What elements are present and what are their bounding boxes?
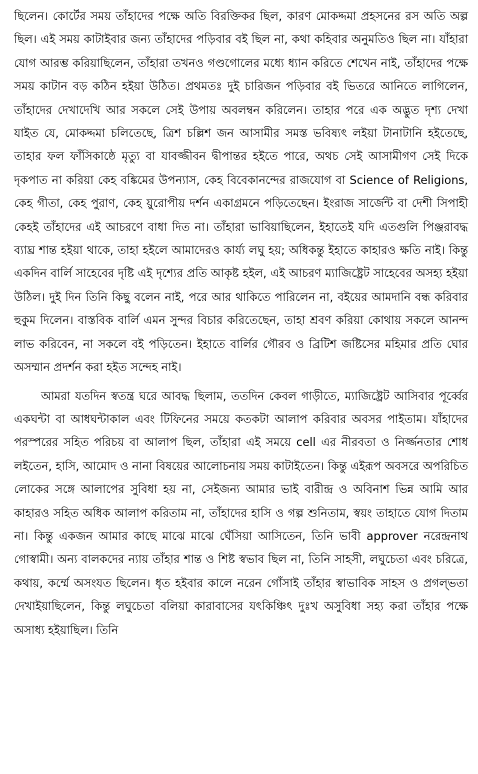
paragraph-2: আমরা যতদিন স্বতন্ত্র ঘরে আবদ্ধ ছিলাম, ততদিন কেবল গাড়ীতে, ম্যাজিষ্ট্রেট আসিবার পূর্ব্বের একঘন্টা বা আধঘন্টাকাল এবং টিফিনের সময়ে কতকটা আলাপ করিবার অবসর পাইতাম। যাঁহাদের পরস্পরের সহিত পরিচয় বা আলাপ ছিল, তাঁহারা এই সময়ে cell এর নীরবতা ও নির্জ্জনতার শোধ লইতেন, হাসি, আমোদ ও নানা বিষয়ের আলোচনায় সময় কাটাইতেন। কিন্তু এইরূপ অবসরে অপরিচিত লোকের সঙ্গে আলাপের সুবিধা হয় না, সেইজন্য আমার ভাই বারীন্দ্র ও অবিনাশ ভিন্ন আমি আর কাহারও সহিত অধিক আলাপ করিতাম না, তাঁহাদের হাসি ও গল্প শুনিতাম, স্বয়ং তাহাতে যোগ দিতাম না। কিন্তু একজন আমার কাছে মাঝে মাঝে ঘেঁসিয়া আসিতেন, তিনি ভাবী approver নরেন্দ্রনাথ গোস্বামী। অন্য বালকদের ন্যায় তাঁহার শান্ত ও শিষ্ট স্বভাব ছিল না, তিনি সাহসী, লঘুচেতা এবং চরিত্রে, কথায়, কর্ম্মে অসংযত ছিলেন। ধৃত হইবার কালে নরেন গোঁসাই তাঁহার স্বাভাবিক সাহস ও প্রগল্ভতা দেখাইয়াছিলেন, কিন্তু লঘুচেতা বলিয়া কারাবাসের যৎকিঞ্চিৎ দুঃখ অসুবিধা সহ্য করা তাঁহার পক্ষে অসাধ্য হইয়াছিল। তিনি: [14, 388, 468, 637]
paragraph-1: ছিলেন। কোর্টের সময় তাঁহাদের পক্ষে অতি বিরক্তিকর ছিল, কারণ মোকদ্দমা প্রহসনের রস অতি অল্প ছিল। এই সময় কাটাইবার জন্য তাঁহাদের পড়িবার বই ছিল না, কথা কহিবার অনুমতিও ছিল না। যাঁহারা যোগ আরম্ভ করিয়াছিলেন, তাঁহারা তখনও গণ্ডগোলের মধ্যে ধ্যান করিতে শেখেন নাই, তাঁহাদের পক্ষে সময় কাটান বড় কঠিন হইয়া উঠিত। প্রথমতঃ দুই চারিজন পড়িবার বই ভিতরে আনিতে লাগিলেন, তাঁহাদের দেখাদেখি আর সকলে সেই উপায় অবলম্বন করিলেন। তাহার পরে এক অদ্ভুত দৃশ্য দেখা যাইত যে, মোকদ্দমা চলিতেছে, ত্রিশ চল্লিশ জন আসামীর সমস্ত ভবিষ্যৎ লইয়া টানাটানি হইতেছে, তাহার ফল ফাঁসিকাষ্ঠে মৃত্যু বা যাবজ্জীবন দ্বীপান্তর হইতে পারে, অথচ সেই আসামীগণ সেই দিকে দৃকপাত না করিয়া কেহ বঙ্কিমের উপন্যাস, কেহ বিবেকানন্দের রাজযোগ বা Science of Religions, কেহ গীতা, কেহ পুরাণ, কেহ য়ুরোপীয় দর্শন একাগ্রমনে পড়িতেছেন। ইংরাজ সার্জেন্ট বা দেশী সিপাহী কেহই তাঁহাদের এই আচরণে বাধা দিত না। তাঁহারা ভাবিয়াছিলেন, ইহাতেই যদি এতগুলি পিঞ্জরাবদ্ধ ব্যাঘ্র শান্ত হইয়া থাকে, তাহা হইলে আমাদেরও কার্য্য লঘু হয়; অধিকন্তু ইহাতে কাহারও ক্ষতি নাই। কিন্তু একদিন বার্লি সাহেবের দৃষ্টি এই দৃশ্যের প্রতি আকৃষ্ট হইল, এই আচরণ ম্যাজিষ্ট্রেট সাহেবের অসহ্য হইয়া উঠিল। দুই দিন তিনি কিছু বলেন নাই, পরে আর থাকিতে পারিলেন না, বইয়ের আমদানি বন্ধ করিবার হুকুম দিলেন। বাস্তবিক বার্লি এমন সুন্দর বিচার করিতেছেন, তাহা শ্রবণ করিয়া কোথায় সকলে আনন্দ লাভ করিবেন, না সকলে বই পড়িতেন। ইহাতে বার্লির গৌরব ও ব্রিটিশ জষ্টিসের মহিমার প্রতি ঘোর অসম্মান প্রদর্শন করা হইত সন্দেহ নাই।: [14, 9, 468, 375]
